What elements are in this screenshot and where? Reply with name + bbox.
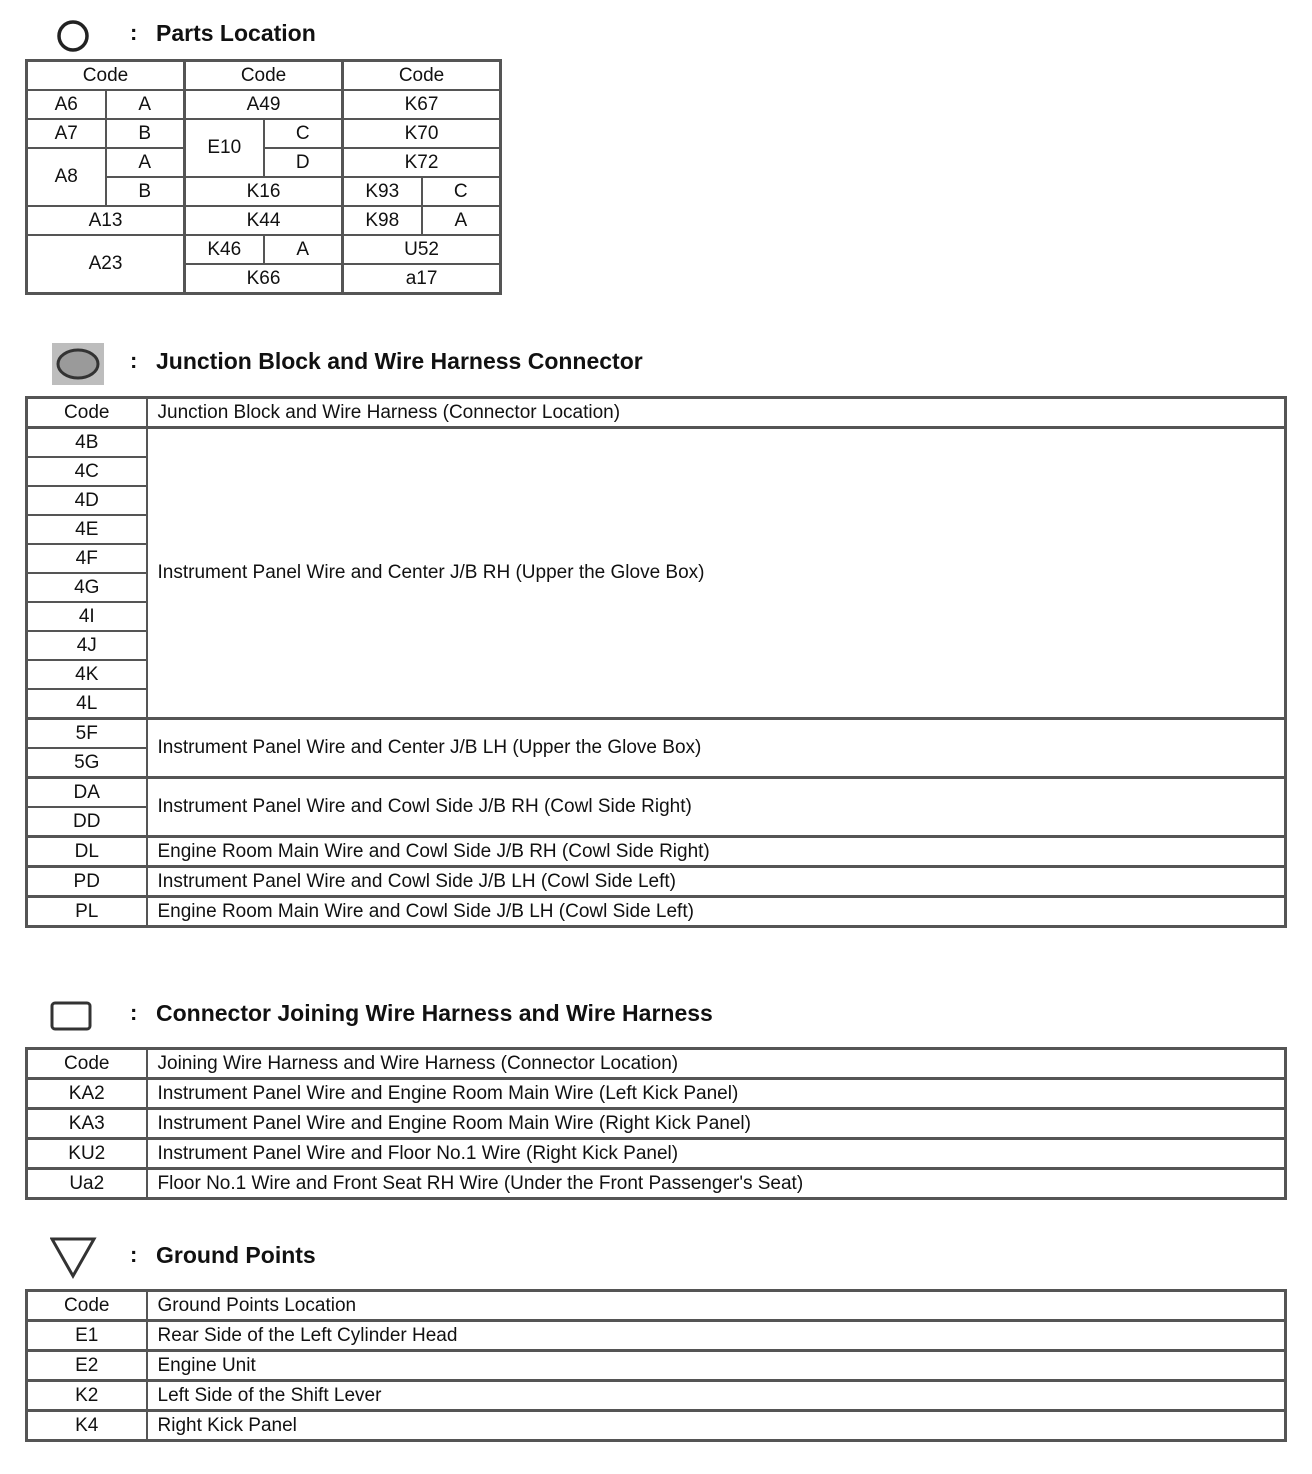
table-row bbox=[27, 1411, 1286, 1441]
ground-points-table bbox=[25, 1289, 1287, 1442]
code-cell: A23 bbox=[27, 235, 185, 294]
code-cell: DL bbox=[27, 837, 147, 867]
location-cell: Engine Room Main Wire and Cowl Side J/B RH (Cowl Side Right) bbox=[147, 837, 1286, 867]
location-cell: Right Kick Panel bbox=[147, 1411, 1286, 1441]
table-row bbox=[27, 1109, 1286, 1139]
column-header: Code bbox=[27, 61, 185, 91]
code-cell: PL bbox=[27, 897, 147, 927]
code-cell: A6 bbox=[27, 90, 106, 119]
code-cell: A bbox=[106, 148, 185, 177]
code-cell: A49 bbox=[185, 90, 343, 119]
column-header-location: Joining Wire Harness and Wire Harness (Connector Location) bbox=[147, 1049, 1286, 1079]
column-header: Code bbox=[343, 61, 501, 91]
column-header-location: Ground Points Location bbox=[147, 1291, 1286, 1321]
code-cell: KA3 bbox=[27, 1109, 147, 1139]
column-header-location: Junction Block and Wire Harness (Connector Location) bbox=[147, 398, 1286, 428]
code-cell: DD bbox=[27, 807, 147, 837]
code-cell: 5F bbox=[27, 719, 147, 749]
rounded-rectangle-icon bbox=[50, 996, 100, 1036]
code-cell: 4F bbox=[27, 544, 147, 573]
code-cell: K66 bbox=[185, 264, 343, 294]
heading-colon: : bbox=[130, 1000, 138, 1025]
location-cell: Left Side of the Shift Lever bbox=[147, 1381, 1286, 1411]
connector-joining-table bbox=[25, 1047, 1287, 1200]
table-row bbox=[27, 428, 1286, 458]
code-cell: 4E bbox=[27, 515, 147, 544]
location-cell: Engine Room Main Wire and Cowl Side J/B LH (Cowl Side Left) bbox=[147, 897, 1286, 927]
column-header-code: Code bbox=[27, 1049, 147, 1079]
code-cell: D bbox=[264, 148, 343, 177]
code-cell: 5G bbox=[27, 748, 147, 778]
section-title: Parts Location bbox=[156, 20, 316, 46]
table-row bbox=[27, 1169, 1286, 1199]
code-cell: K70 bbox=[343, 119, 501, 148]
code-cell: B bbox=[106, 119, 185, 148]
code-cell: A bbox=[422, 206, 501, 235]
table-row bbox=[27, 719, 1286, 749]
code-cell: K4 bbox=[27, 1411, 147, 1441]
table-row bbox=[27, 1351, 1286, 1381]
code-cell: E10 bbox=[185, 119, 264, 177]
section-title: Ground Points bbox=[156, 1242, 316, 1268]
table-row bbox=[27, 837, 1286, 867]
location-cell: Instrument Panel Wire and Engine Room Main Wire (Right Kick Panel) bbox=[147, 1109, 1286, 1139]
column-header-code: Code bbox=[27, 398, 147, 428]
code-cell: 4I bbox=[27, 602, 147, 631]
code-cell: U52 bbox=[343, 235, 501, 264]
code-cell: KA2 bbox=[27, 1079, 147, 1109]
code-cell: 4G bbox=[27, 573, 147, 602]
code-cell: K93 bbox=[343, 177, 422, 206]
location-cell: Instrument Panel Wire and Cowl Side J/B LH (Cowl Side Left) bbox=[147, 867, 1286, 897]
heading-colon: : bbox=[130, 1242, 138, 1267]
connector-joining-heading bbox=[50, 996, 950, 1036]
table-row bbox=[27, 1321, 1286, 1351]
code-cell: DA bbox=[27, 778, 147, 808]
table-row bbox=[27, 778, 1286, 808]
code-cell: E2 bbox=[27, 1351, 147, 1381]
code-cell: K16 bbox=[185, 177, 343, 206]
code-cell: A bbox=[264, 235, 343, 264]
code-cell: 4D bbox=[27, 486, 147, 515]
location-cell: Rear Side of the Left Cylinder Head bbox=[147, 1321, 1286, 1351]
code-cell: a17 bbox=[343, 264, 501, 294]
code-cell: K2 bbox=[27, 1381, 147, 1411]
code-cell: 4B bbox=[27, 428, 147, 458]
code-cell: A7 bbox=[27, 119, 106, 148]
code-cell: A bbox=[106, 90, 185, 119]
code-cell: K98 bbox=[343, 206, 422, 235]
table-row bbox=[27, 1139, 1286, 1169]
location-cell: Instrument Panel Wire and Center J/B RH (Upper the Glove Box) bbox=[147, 428, 1286, 719]
code-cell: E1 bbox=[27, 1321, 147, 1351]
triangle-down-icon bbox=[50, 1236, 100, 1280]
section-title: Connector Joining Wire Harness and Wire Harness bbox=[156, 1000, 713, 1026]
parts-location-table bbox=[25, 59, 502, 295]
table-row bbox=[27, 1079, 1286, 1109]
column-header: Code bbox=[185, 61, 343, 91]
location-cell: Instrument Panel Wire and Cowl Side J/B RH (Cowl Side Right) bbox=[147, 778, 1286, 837]
code-cell: K46 bbox=[185, 235, 264, 264]
junction-block-table bbox=[25, 396, 1287, 928]
header-row bbox=[27, 1291, 1286, 1321]
table-row bbox=[27, 867, 1286, 897]
code-cell: K67 bbox=[343, 90, 501, 119]
code-cell: C bbox=[264, 119, 343, 148]
location-cell: Instrument Panel Wire and Center J/B LH (Upper the Glove Box) bbox=[147, 719, 1286, 778]
heading-colon: : bbox=[130, 20, 138, 45]
code-cell: K44 bbox=[185, 206, 343, 235]
code-cell: KU2 bbox=[27, 1139, 147, 1169]
code-cell: 4L bbox=[27, 689, 147, 719]
code-cell: 4J bbox=[27, 631, 147, 660]
location-cell: Floor No.1 Wire and Front Seat RH Wire (Under the Front Passenger's Seat) bbox=[147, 1169, 1286, 1199]
junction-block-heading bbox=[50, 344, 950, 384]
shaded-ellipse-icon bbox=[50, 341, 108, 387]
table-row bbox=[27, 1381, 1286, 1411]
ground-points-heading bbox=[50, 1238, 950, 1278]
heading-colon: : bbox=[130, 348, 138, 373]
location-cell: Instrument Panel Wire and Floor No.1 Wire (Right Kick Panel) bbox=[147, 1139, 1286, 1169]
code-cell: Ua2 bbox=[27, 1169, 147, 1199]
code-cell: 4C bbox=[27, 457, 147, 486]
code-cell: K72 bbox=[343, 148, 501, 177]
location-cell: Instrument Panel Wire and Engine Room Main Wire (Left Kick Panel) bbox=[147, 1079, 1286, 1109]
column-header-code: Code bbox=[27, 1291, 147, 1321]
code-cell: B bbox=[106, 177, 185, 206]
header-row bbox=[27, 398, 1286, 428]
table-row bbox=[27, 897, 1286, 927]
section-title: Junction Block and Wire Harness Connector bbox=[156, 348, 643, 374]
code-cell: C bbox=[422, 177, 501, 206]
code-cell: A8 bbox=[27, 148, 106, 206]
code-cell: A13 bbox=[27, 206, 185, 235]
code-cell: PD bbox=[27, 867, 147, 897]
header-row bbox=[27, 1049, 1286, 1079]
circle-outline-icon bbox=[50, 16, 100, 56]
code-cell: 4K bbox=[27, 660, 147, 689]
location-cell: Engine Unit bbox=[147, 1351, 1286, 1381]
parts-location-heading bbox=[50, 16, 950, 56]
